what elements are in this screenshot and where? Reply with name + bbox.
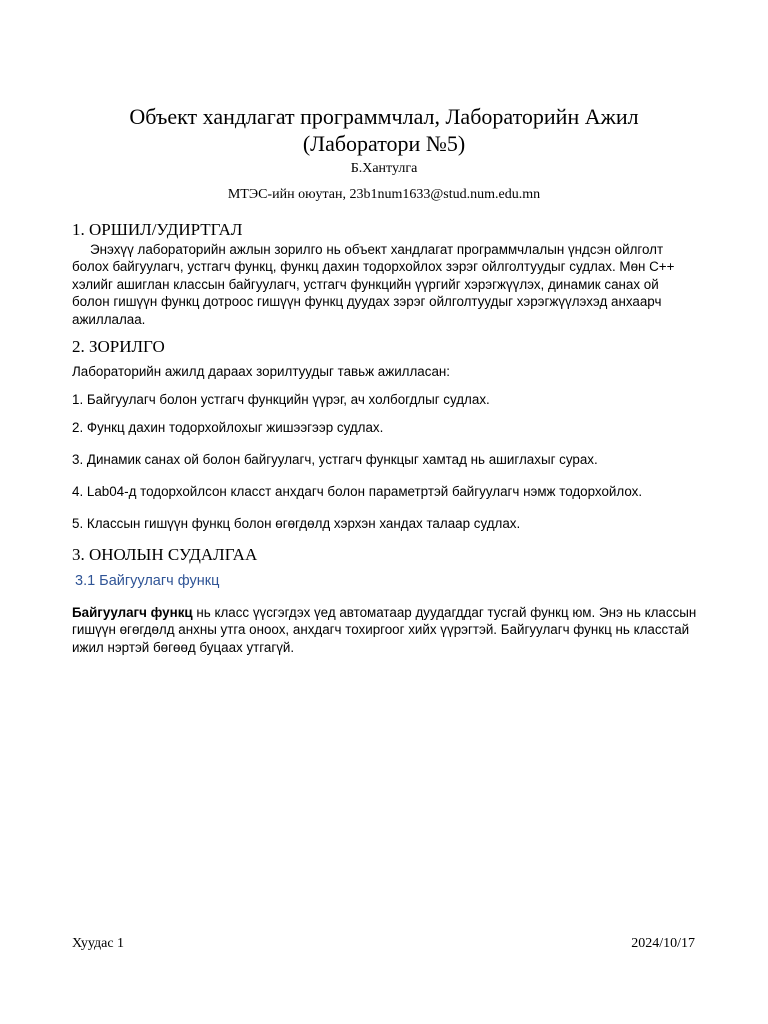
section-1-heading: 1. ОРШИЛ/УДИРТГАЛ	[72, 220, 243, 239]
author-name: Б.Хантулга	[350, 161, 418, 176]
section-1-body: Энэхүү лабораторийн ажлын зорилго нь объект хандлагат программчлалын үндсэн ойлголт болох байгуулагч, устгагч функц, функц дахин тодорхойлох зэрэг ойлголтуудыг судлах. Мөн C++ хэлийг ашиглан классын байгуулагч, устгагч функцийн үүргийг хэрэгжүүлэх, динамик санах ой болон гишүүн функц дотроос гишүүн функц дуудах зэрэг ойлголтуудыг хэрэгжүүлэхэд анхаарч ажиллалаа.	[72, 242, 675, 327]
section-2-intro: Лабораторийн ажилд дараах зорилтуудыг тавьж ажилласан:	[72, 364, 451, 379]
title-line-2: (Лаборатори №5)	[302, 131, 466, 156]
footer-date: 2024/10/17	[631, 936, 695, 951]
goal-item-1: 1. Байгуулагч болон устгагч функцийн үүрэг, ач холбогдлыг судлах.	[72, 392, 490, 407]
title-line-1: Объект хандлагат программчлал, Лабораторийн Ажил	[129, 104, 639, 129]
author-affiliation: МТЭС-ийн оюутан, 23b1num1633@stud.num.edu.mn	[227, 187, 541, 202]
goal-item-2: 2. Функц дахин тодорхойлохыг жишээгээр судлах.	[72, 420, 384, 435]
section-3-heading: 3. ОНОЛЫН СУДАЛГАА	[72, 545, 258, 564]
footer-page-number: Хуудас 1	[72, 936, 125, 951]
section-3-1-subheading: 3.1 Байгуулагч функц	[75, 573, 220, 589]
goal-item-4: 4. Lab04-д тодорхойлсон класст анхдагч болон параметртэй байгуулагч нэмж тодорхойлох.	[72, 484, 643, 499]
section-3-1-body	[72, 604, 698, 656]
goal-item-3: 3. Динамик санах ой болон байгуулагч, устгагч функцыг хамтад нь ашиглахыг сурах.	[72, 452, 598, 467]
section-2-heading: 2. ЗОРИЛГО	[72, 337, 165, 356]
goal-item-5: 5. Классын гишүүн функц болон өгөгдөлд хэрхэн хандах талаар судлах.	[72, 516, 521, 531]
section-3-1-text: нь класс үүсгэгдэх үед автоматаар дуудагддаг тусгай функц юм. Энэ нь классын гишүүн өгөгдөлд анхны утга оноох, анхдагч тохиргоог хийх үүрэгтэй. Байгуулагч функц нь класстай ижил нэртэй бөгөөд буцаах утгагүй.	[72, 605, 697, 655]
document-title	[40, 103, 728, 157]
bold-term: Байгуулагч функц	[72, 605, 193, 620]
